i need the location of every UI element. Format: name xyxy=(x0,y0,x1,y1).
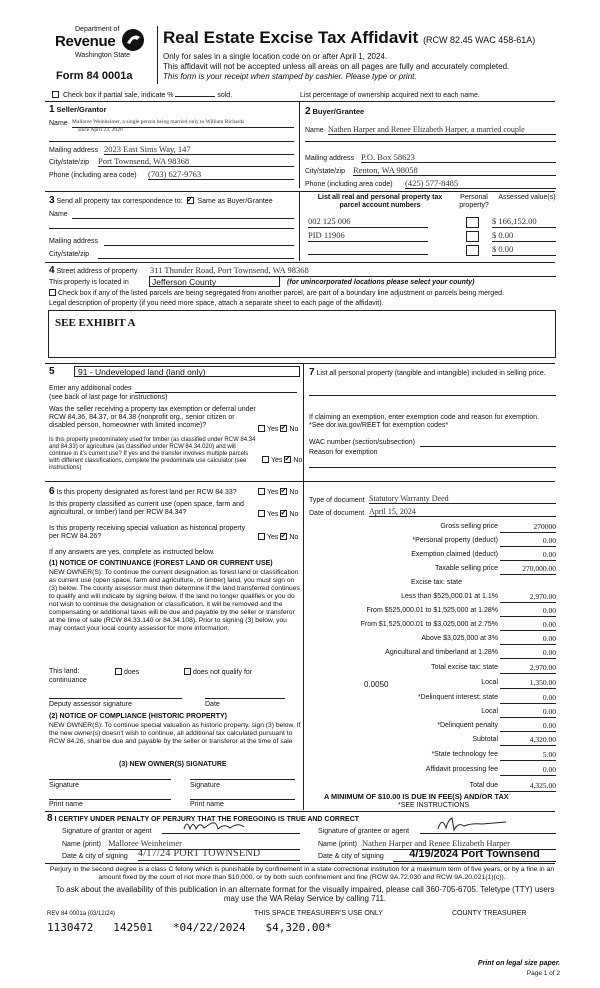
current-use-yes-no: Yes✓ No xyxy=(256,510,298,519)
treasurer-use-label: THIS SPACE TREASURER'S USE ONLY xyxy=(254,910,383,917)
header-line-3: This form is your receipt when stamped by cashier. Please type or print. xyxy=(163,72,417,81)
seller-phone-label: Phone (including area code) xyxy=(49,172,137,179)
if-yes-note: If any answers are yes, complete as instructed below. xyxy=(49,549,215,556)
reason-label: Reason for exemption xyxy=(309,449,378,456)
parcel-number[interactable]: PID 11906 xyxy=(308,231,428,242)
additional-codes-field[interactable] xyxy=(135,383,297,393)
tax-row-total-state: Total excise tax: state 2,970.00 xyxy=(431,663,556,672)
forest-yes-no: Yes✓ No xyxy=(256,488,298,497)
deputy-date-label: Date xyxy=(205,701,220,708)
seller-name-line2: since April 23, 2020 xyxy=(78,127,123,133)
county-treasurer-label: COUNTY TREASURER xyxy=(452,910,527,917)
tax-row-processing-fee: Affidavit processing fee 0.00 xyxy=(425,765,556,774)
owner-print-label-2: Print name xyxy=(190,801,224,808)
unincorporated-note: (for unincorporated locations please select your county) xyxy=(287,279,475,286)
street-address-field[interactable]: 311 Thunder Road, Port Townsend, WA 98368 xyxy=(150,266,556,277)
personal-property-checkbox[interactable] xyxy=(466,231,479,242)
dor-logo-icon xyxy=(121,28,145,52)
historic-no-checkbox[interactable] xyxy=(280,533,287,540)
tax-row-delinquent-interest-state: *Delinquent interest: state 0.00 xyxy=(417,693,556,702)
owner-signature-line-1[interactable] xyxy=(49,778,171,780)
parcel-row xyxy=(308,245,558,257)
historic-yes-checkbox[interactable] xyxy=(258,533,265,540)
segregate-checkbox[interactable] xyxy=(49,289,56,296)
deputy-date-line[interactable] xyxy=(205,697,285,699)
wac-field[interactable] xyxy=(420,437,556,447)
assessed-value[interactable]: $ 0.00 xyxy=(492,245,556,256)
corr-city-label: City/state/zip xyxy=(49,251,90,258)
tax-row-tech-fee: *State technology fee 5.00 xyxy=(431,750,556,759)
grantor-date-field[interactable]: 4/17/24 PORT TOWNSEND xyxy=(138,848,300,861)
perjury-notice: Perjury in the second degree is a class C felony which is punishable by confinement in a state correctional institution for a maximum term of five years, or by a fine in an amount fixed by the court of not more than $10,000, or by both such confinement and fine (RCW 9A.72.030 and RCW 9A.20.021(1)(c)). xyxy=(49,866,555,881)
buyer-name-field[interactable]: Nathen Harper and Renee Elizabeth Harper, a married couple xyxy=(328,125,556,135)
notice-compliance-text: NEW OWNER(S): To continue special valuation as historic property, sign (3) below. If the new owner(s) doesn't wish to continue, all additional tax calculated pursuant to RCW 84.26, shall be due and payable by the seller or transferor at the time of sale xyxy=(49,722,301,746)
tax-row-delinquent-interest-local: Local 0.00 xyxy=(481,707,556,716)
partial-sale-percent[interactable] xyxy=(175,96,215,97)
owner-signature-label-2: Signature xyxy=(190,782,220,789)
corr-mailing-label: Mailing address xyxy=(49,238,99,245)
current-use-yes-checkbox[interactable] xyxy=(258,510,265,517)
page-number: Page 1 of 2 xyxy=(526,970,560,977)
seller-heading: 1 Seller/Grantor xyxy=(49,104,107,115)
personal-property-checkbox[interactable] xyxy=(466,245,479,256)
county-select[interactable]: Jefferson County xyxy=(149,276,280,287)
located-label: This property is located in xyxy=(49,279,129,286)
land-does-not-checkbox[interactable] xyxy=(184,668,191,675)
form-number: Form 84 0001a xyxy=(56,70,133,82)
header-line-2: This affidavit will not be accepted unless all areas on all pages are fully and accurately completed. xyxy=(163,62,510,71)
legal-size-note: Print on legal size paper. xyxy=(477,960,560,967)
buyer-city-label: City/state/zip xyxy=(305,168,346,175)
buyer-phone-field[interactable]: (425) 577-8485 xyxy=(405,179,556,189)
revenue-wordmark: Revenue xyxy=(55,33,116,50)
tax-row-subtotal: Subtotal 4,320.00 xyxy=(472,735,556,744)
land-does-option: does xyxy=(113,668,139,677)
grantor-signature-label: Signature of grantor or agent xyxy=(62,828,152,835)
exemption-question: Was the seller receiving a property tax exemption or deferral under RCW 84.36, 84.37, or 84.38 (nonprofit org., senior citizen or disabled person, homeowner with limited income)? xyxy=(49,406,256,430)
grantee-name-label: Name (print) xyxy=(318,841,357,848)
buyer-mailing-field[interactable]: P.O. Box 58623 xyxy=(361,153,556,163)
current-use-no-checkbox[interactable] xyxy=(280,510,287,517)
this-land-row: This land: xyxy=(49,668,80,675)
doc-type-field[interactable]: Statutory Warranty Deed xyxy=(369,494,556,504)
section5-number: 5 xyxy=(49,366,55,377)
partial-sale-label: Check box if partial sale, indicate % xyxy=(62,92,174,99)
grantor-signature-field[interactable] xyxy=(162,817,300,834)
grantor-date-label: Date & city of signing xyxy=(62,853,128,860)
dept-label: Department of xyxy=(75,26,120,33)
grantee-date-label: Date & city of signing xyxy=(318,853,384,860)
corr-mailing-field[interactable] xyxy=(104,236,294,246)
corr-name-label: Name xyxy=(49,211,68,218)
land-does-checkbox[interactable] xyxy=(115,668,122,675)
owner-signature-line-2[interactable] xyxy=(190,778,295,780)
parcel-number[interactable] xyxy=(308,245,428,255)
parcel-number[interactable]: 002 125 006 xyxy=(308,217,428,228)
tax-row-exemption: Exemption claimed (deduct) 0.00 xyxy=(411,550,556,559)
personal-property-line[interactable] xyxy=(309,394,556,396)
grantor-name-label: Name (print) xyxy=(62,841,101,848)
grantee-signature-label: Signature of grantee or agent xyxy=(318,828,410,835)
street-address-row: 4 Street address of property xyxy=(49,265,138,276)
personal-col-header: Personal property? xyxy=(459,194,489,210)
seller-name-field[interactable]: Malloree Weinheimer, a single person being married only to William Richards xyxy=(72,118,294,128)
grantor-signature-icon xyxy=(182,817,262,833)
form-title-block xyxy=(163,28,558,48)
tax-row-delinquent-penalty: *Delinquent penalty 0.00 xyxy=(437,721,556,730)
timber-yes-checkbox[interactable] xyxy=(262,456,269,463)
assessed-value[interactable]: $ 166,152.00 xyxy=(492,217,556,228)
tax-row-tier1: Less than $525,000.01 at 1.1% 2,970.00 xyxy=(401,592,556,601)
cashier-stamp: 1130472 142501 *04/22/2024 $4,320.00* xyxy=(47,921,332,934)
tax-row-local: Local 1,350.00 xyxy=(481,678,556,687)
codes-label: Enter any additional codes xyxy=(49,385,132,392)
see-instructions-note: *SEE INSTRUCTIONS xyxy=(398,802,470,809)
doc-date-label: Date of document xyxy=(309,510,365,517)
partial-sale-row xyxy=(50,91,232,100)
buyer-phone-label: Phone (including area code) xyxy=(305,181,393,188)
revision-label: REV 84 0001a (03/12/24) xyxy=(47,911,116,917)
exemption-no-checkbox[interactable] xyxy=(280,425,287,432)
tax-row-taxable: Taxable selling price 270,000.00 xyxy=(434,564,556,573)
tax-row-agricultural: Agricultural and timberland at 1.28% 0.00 xyxy=(385,648,556,657)
grantee-name-field[interactable]: Nathen Harper and Renee Elizabeth Harper xyxy=(362,839,556,850)
header-line-1: Only for sales in a single location code on or after April 1, 2024. xyxy=(163,52,388,61)
tax-row-personal: *Personal property (deduct) 0.00 xyxy=(412,536,556,545)
timber-no-checkbox[interactable] xyxy=(284,456,291,463)
legal-description-value: SEE EXHIBIT A xyxy=(55,317,136,329)
land-use-select[interactable]: 91 - Undeveloped land (land only) xyxy=(74,366,300,377)
sold-label: sold. xyxy=(217,92,233,99)
notice-compliance-title: (2) NOTICE OF COMPLIANCE (HISTORIC PROPERTY) xyxy=(49,713,227,720)
owner-print-line-1[interactable] xyxy=(49,798,171,800)
codes-instr: (see back of last page for instructions) xyxy=(49,394,168,401)
new-owner-signature-title: (3) NEW OWNER(S) SIGNATURE xyxy=(119,761,227,768)
segregate-row: Check box if any of the listed parcels are being segregated from another parcel, are part of a boundary line adjustment or parcels being merged. xyxy=(47,289,562,298)
land-does-not-option: does not qualify for xyxy=(182,668,252,677)
owner-signature-label-1: Signature xyxy=(49,782,79,789)
seller-phone-field[interactable]: (703) 627-9763 xyxy=(148,170,294,180)
buyer-name-label: Name xyxy=(305,127,324,134)
forest-yes-checkbox[interactable] xyxy=(258,488,265,495)
seller-mailing-field[interactable]: 2023 East Sims Way, 147 xyxy=(104,145,294,155)
grantee-signature-icon xyxy=(434,814,514,832)
corr-city-field[interactable] xyxy=(98,249,294,259)
personal-property-checkbox[interactable] xyxy=(466,217,479,228)
tax-row-total-due: Total due 4,325.00 xyxy=(469,781,556,790)
continuance-label: continuance xyxy=(49,677,87,684)
certify-heading: 8 I CERTIFY UNDER PENALTY OF PERJURY THAT THE FOREGOING IS TRUE AND CORRECT xyxy=(47,813,360,824)
owner-print-line-2[interactable] xyxy=(190,798,295,800)
reason-field[interactable] xyxy=(309,466,556,468)
seller-name-label: Name xyxy=(49,120,68,127)
doc-type-label: Type of document xyxy=(309,497,365,504)
seller-city-label: City/state/zip xyxy=(49,159,90,166)
ownership-note: List percentage of ownership acquired next to each name. xyxy=(300,92,480,99)
historic-question: Is this property receiving special valuation as historical property per RCW 84.26? xyxy=(49,525,246,541)
grantor-name-field[interactable]: Malloree Weinheimer xyxy=(108,839,300,850)
forest-question: 6 Is this property designated as forest land per RCW 84.33? xyxy=(49,486,237,497)
minimum-due-note: A MINIMUM OF $10.00 IS DUE IN FEE(S) AND/OR TAX xyxy=(324,792,509,801)
parcel-row xyxy=(308,217,558,229)
grantee-date-field[interactable]: 4/19/2024 Port Townsend xyxy=(393,848,556,862)
exemption-yes-checkbox[interactable] xyxy=(258,425,265,432)
assessed-value[interactable]: $ 0.00 xyxy=(492,231,556,242)
legal-description-box[interactable] xyxy=(48,310,556,358)
seller-mailing-label: Mailing address xyxy=(49,147,99,154)
dor-logo xyxy=(55,26,147,70)
parcel-row xyxy=(308,231,558,243)
form-rcw: (RCW 82.45 WAC 458-61A) xyxy=(423,35,536,45)
partial-sale-checkbox[interactable] xyxy=(52,91,59,98)
tax-row-gross: Gross selling price 270000 xyxy=(440,522,556,531)
tax-row-tier2: From $525,000.01 to $1,525,000 at 1.28% 0.00 xyxy=(366,606,556,615)
doc-date-field[interactable]: April 15, 2024 xyxy=(369,507,556,517)
tax-row-tier3: From $1,525,000.01 to $3,025,000 at 2.75% 0.00 xyxy=(360,620,556,629)
tax-row-excise-heading: Excise tax: state xyxy=(411,579,462,586)
owner-print-label-1: Print name xyxy=(49,801,83,808)
buyer-city-field[interactable]: Renton, WA 98058 xyxy=(353,166,556,176)
correspondence-heading: 3 Send all property tax correspondence to: ✓ Same as Buyer/Grantee xyxy=(49,195,273,207)
same-as-buyer-checkbox[interactable] xyxy=(187,197,194,204)
grantee-signature-field[interactable] xyxy=(420,817,556,834)
notice-continuance-text: NEW OWNER(S): To continue the current designation as forest land or classification as current use (open space, farm and agriculture, or timber) land, you must sign on (3) below. The county assessor must then determine if the land transferred continues to qualify and will indicate by signing below. If the land no longer qualifies or you do not wish to continue the designation or classification, it will be removed and the compensating or additional taxes will be due and payable by the seller or transferor at the time of sale (RCW 84.33.140 or 84.34.108). Prior to signing (3) below, you may contact your local county assessor for more information. xyxy=(49,569,300,633)
notice-continuance-title: (1) NOTICE OF CONTINUANCE (FOREST LAND OR CURRENT USE) xyxy=(49,560,273,567)
buyer-heading: 2 Buyer/Grantee xyxy=(305,106,365,117)
local-rate: 0.0050 xyxy=(364,680,389,689)
timber-yes-no: Yes✓ No xyxy=(260,456,302,465)
alternate-format-notice: To ask about the availability of this publication in an alternate format for the visually impaired, please call 360-705-6705. Teletype (TTY) users may use the WA Relay Service by calling 711. xyxy=(55,885,555,904)
forest-no-checkbox[interactable] xyxy=(280,488,287,495)
tax-row-tier4: Above $3,025,000 at 3% 0.00 xyxy=(421,634,556,643)
current-use-question: Is this property classified as current use (open space, farm and agricultural, or timber) land per RCW 84.34? xyxy=(49,501,244,517)
timber-question: Is this property predominately used for timber (as classified under RCW 84.34 and 84.33) or agriculture (as classified under RCW 84.34.020) and will continue in it's current use? If yes and the transfer involves multiple parcels with different classifications, complete the predominate use calculator (see instructions) xyxy=(49,437,256,471)
state-label: Washington State xyxy=(75,52,130,59)
personal-property-heading: 7 List all personal property (tangible and intangible) included in selling price. xyxy=(309,367,546,378)
legal-description-label: Legal description of property (if you need more space, attach a separate sheet to each page of the affidavit). xyxy=(49,300,384,307)
form-title: Real Estate Excise Tax Affidavit xyxy=(163,28,419,47)
corr-name-field[interactable] xyxy=(72,209,294,219)
deputy-signature-line[interactable] xyxy=(49,697,182,699)
parcel-col-header: List all real and personal property tax parcel account numbers xyxy=(317,194,443,210)
wac-label: WAC number (section/subsection) xyxy=(309,439,415,446)
assessed-col-header: Assessed value(s) xyxy=(498,194,556,201)
deputy-signature-label: Deputy assessor signature xyxy=(49,701,132,708)
seller-city-field[interactable]: Port Townsend, WA 98368 xyxy=(98,157,294,167)
exemption-yes-no: Yes✓ No xyxy=(256,425,298,434)
buyer-mailing-label: Mailing address xyxy=(305,155,355,162)
exemption-claim-text: If claiming an exemption, enter exemption code and reason for exemption. *See dor.wa.gov/REET for exemption codes* xyxy=(309,414,539,430)
historic-yes-no: Yes✓ No xyxy=(256,533,298,542)
